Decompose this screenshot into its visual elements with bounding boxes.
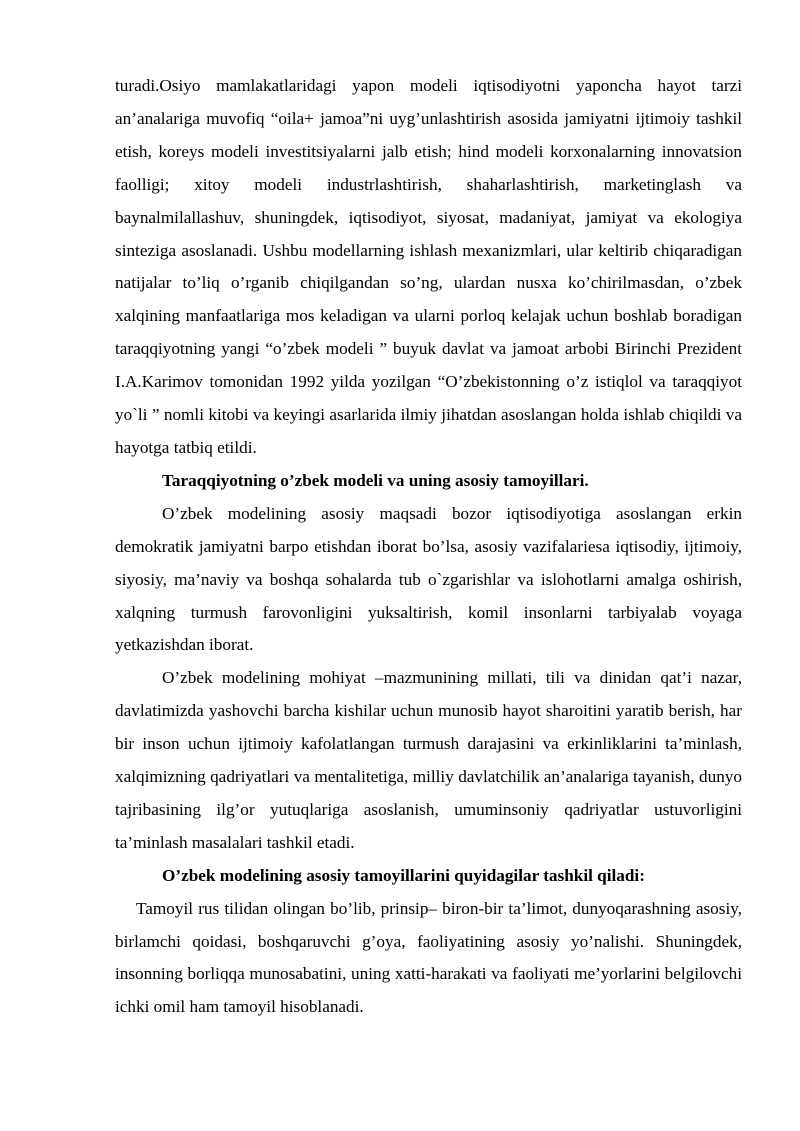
document-page — [115, 70, 742, 1024]
paragraph-model-goal: O’zbek modelining asosiy maqsadi bozor iqtisodiyotiga asoslangan erkin demokratik jamiyatni barpo etishdan iborat bo’lsa, asosiy vazifalariesa iqtisodiy, ijtimoiy, siyosiy, ma’naviy va boshqa sohalarda tub o`zgarishlar va islohotlarni amalga oshirish, xalqning turmush farovonligini yuksaltirish, komil insonlarni tarbiyalab voyaga yetkazishdan iborat. — [115, 503, 742, 655]
paragraph-continuation: turadi.Osiyo mamlakatlaridagi yapon modeli iqtisodiyotni yaponcha hayot tarzi an’analariga muvofiq “oila+ jamoa”ni uyg’unlashtirish asosida jamiyatni ijtimoiy tashkil etish, koreys modeli investitsiyalarni jalb etish; hind modeli korxonalarning innovatsion faolligi; xitoy modeli industrlashtirish, shaharlashtirish, marketinglash va baynalmilallashuv, shuningdek, iqtisodiyot, siyosat, madaniyat, jamiyat va ekologiya sinteziga asoslanadi. Ushbu modellarning ishlash mexanizmlari, ular keltirib chiqaradigan natijalar to’liq o’rganib chiqilgandan so’ng, ulardan nusxa ko’chirilmasdan, o’zbek xalqining manfaatlariga mos keladigan va ularni porloq kelajak uchun boshlab boradigan taraqqiyotning yangi “o’zbek modeli ” buyuk davlat va jamoat arbobi Birinchi Prezident I.A.Karimov tomonidan 1992 yilda yozilgan “O’zbekistonning o’z istiqlol va taraqqiyot yo`li ” nomli kitobi va keyingi asarlarida ilmiy jihatdan asoslangan holda ishlab chiqildi va hayotga tatbiq etildi. — [115, 76, 742, 457]
section-heading-uzbek-model: Taraqqiyotning o’zbek modeli va uning asosiy tamoyillari. — [162, 470, 589, 490]
section-heading-principles: O’zbek modelining asosiy tamoyillarini quyidagilar tashkil qiladi: — [162, 865, 645, 885]
paragraph-model-essence: O’zbek modelining mohiyat –mazmunining millati, tili va dinidan qat’i nazar, davlatimizda yashovchi barcha kishilar uchun munosib hayot sharoitini yaratib berish, har bir inson uchun ijtimoiy kafolatlangan turmush darajasini va erkinliklarini ta’minlash, xalqimizning qadriyatlari va mentalitetiga, milliy davlatchilik an’analariga tayanish, dunyo tajribasining ilg’or yutuqlariga asoslanish, umuminsoniy qadriyatlar ustuvorligini ta’minlash masalalari tashkil etadi. — [115, 668, 742, 852]
paragraph-principle-definition: Tamoyil rus tilidan olingan bo’lib, prinsip– biron-bir ta’limot, dunyoqarashning asosiy, birlamchi qoidasi, boshqaruvchi g’oya, faoliyatining asosiy yo’nalishi. Shuningdek, insonning borliqqa munosabatini, uning xatti-harakati va faoliyati me’yorlarini belgilovchi ichki omil ham tamoyil hisoblanadi. — [115, 898, 742, 1017]
